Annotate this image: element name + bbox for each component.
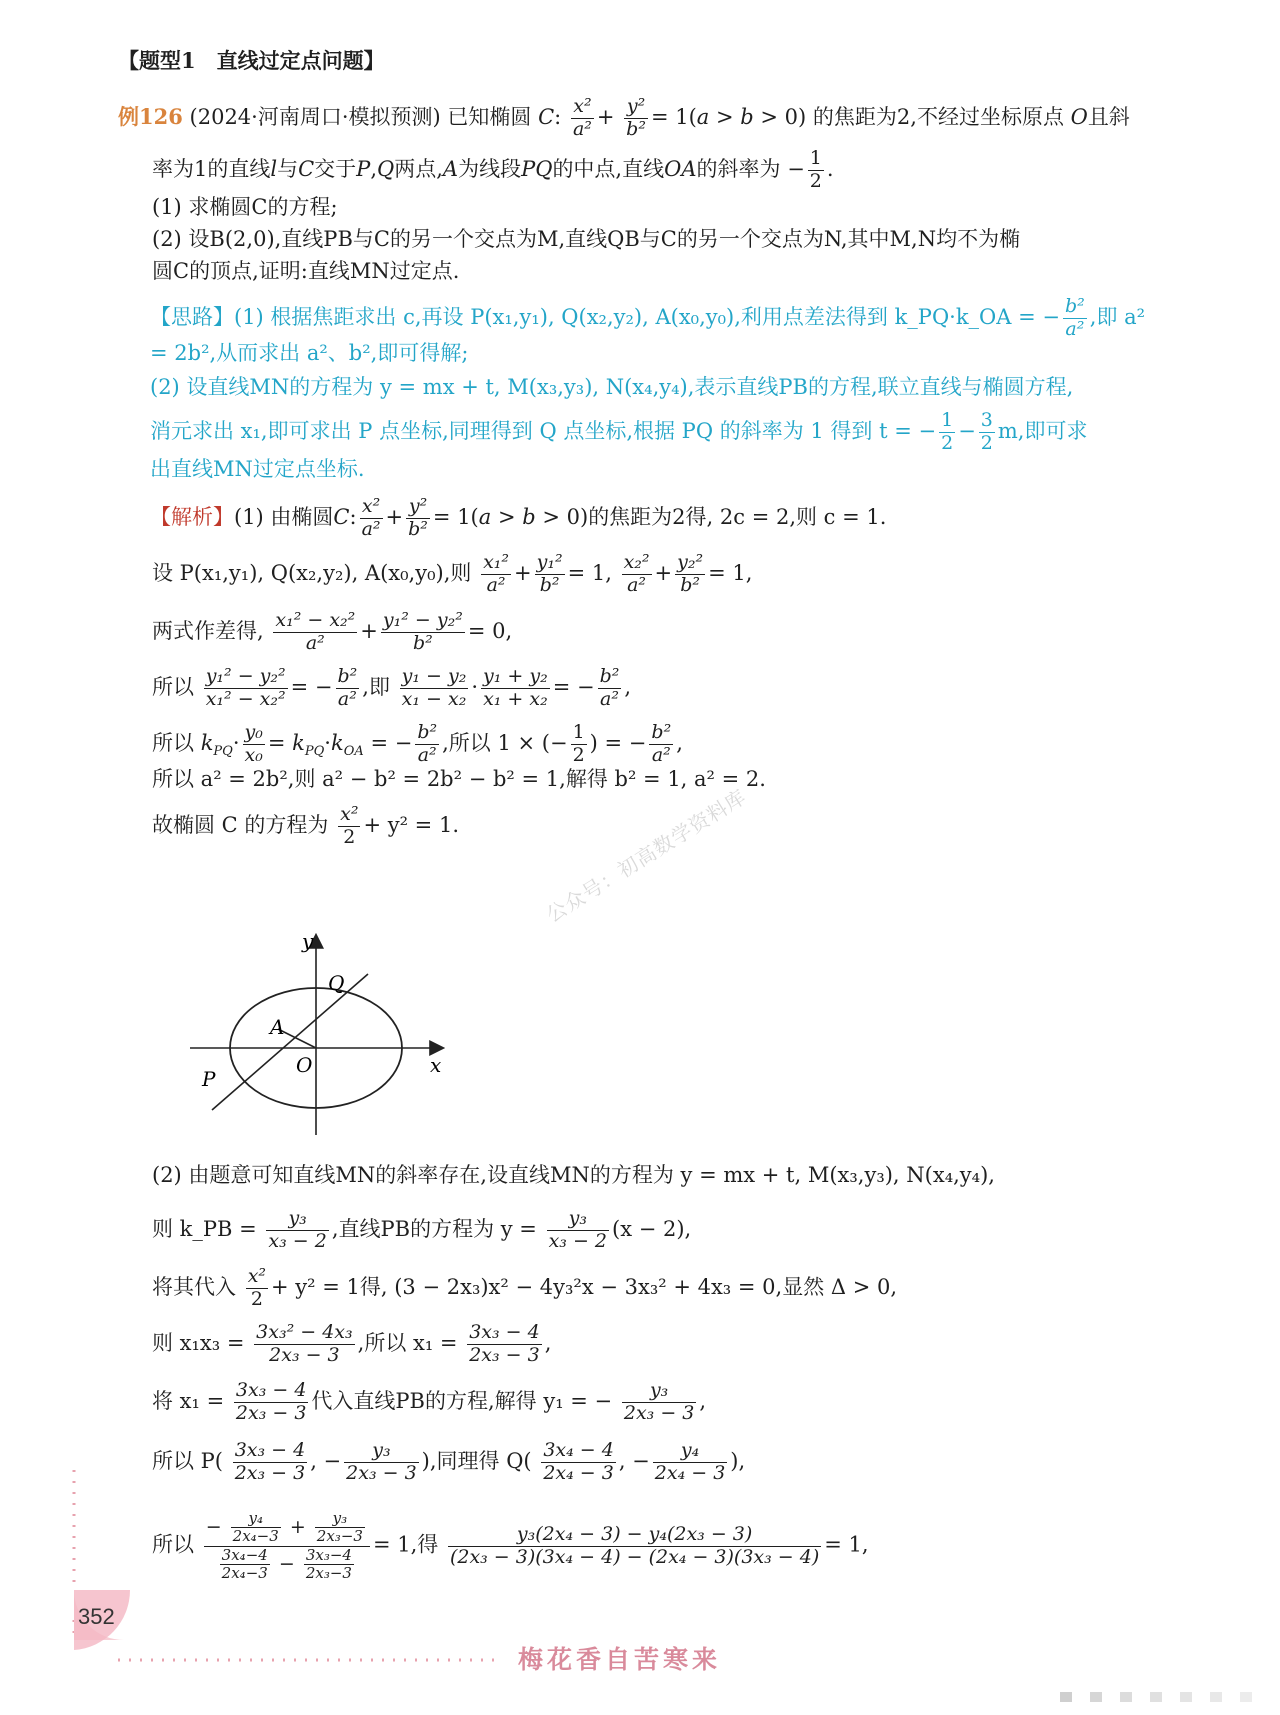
label-q: Q <box>328 971 345 995</box>
solution-tag: 【解析】 <box>150 504 234 529</box>
part2-line-6: 所以 P( $\frac{\text{3x₃ − 4}}{\text{2x₃ − 3}}$ , − $\frac{\text{y₃}}{\text{2x₃ − 3}}$ ),同理得 Q( $\frac{\text{3x₄ − 4}}{\text{2x₄ − 3}}$ , − $\frac{\text{y₄}}{\text{2x₄ − 3}}$ ), <box>152 1439 746 1484</box>
label-a: A <box>270 1015 285 1039</box>
solution-line-1: 【解析】(1) 由椭圆C: $\frac{\text{x²}}{\text{a²}}$ + $\frac{\text{y²}}{\text{b²}}$ = 1(a > b > 0)的焦距为2得, 2c = 2,则 c = 1. <box>150 495 887 540</box>
part2-line-2: 则 k_PB = $\frac{\text{y₃}}{\text{x₃ − 2}}$ ,直线PB的方程为 y = $\frac{\text{y₃}}{\text{x₃ − 2}}$ (x − 2), <box>152 1207 692 1252</box>
problem-text: 的斜率为 <box>696 156 781 181</box>
solution-text: 故椭圆 C 的方程为 <box>152 812 329 837</box>
thinking-text: ,即 a² <box>1089 304 1146 329</box>
thinking-line-5: 出直线MN过定点坐标. <box>150 457 365 481</box>
thinking-text: 消元求出 x₁,即可求出 P 点坐标,同理得到 Q 点坐标,根据 PQ 的斜率为 1 得到 t = <box>150 418 912 443</box>
part2-line-1: (2) 由题意可知直线MN的斜率存在,设直线MN的方程为 y = mx + t, M(x₃,y₃), N(x₄,y₄), <box>152 1163 995 1187</box>
thinking-text: (1) 根据焦距求出 c,再设 P(x₁,y₁), Q(x₂,y₂), A(x₀,y₀),利用点差法得到 k_PQ·k_OA = <box>234 304 1036 329</box>
solution-text: 所以 <box>152 730 194 755</box>
solution-text: 的焦距为2得, 2c = 2,则 c = 1. <box>588 504 887 529</box>
problem-text: 已知椭圆 <box>447 104 532 129</box>
question-2-b: 圆C的顶点,证明:直线MN过定点. <box>152 259 460 283</box>
solution-line-5: 所以 $k_{PQ}\cdot$ $\frac{\text{y₀}}{\text{x₀}}$ = $k_{PQ}\cdot k_{OA}$ = − $\frac{\text{b²}}{\text{a²}}$ ,所以 1 × (− $\frac{1}{2}$ ) = − $\frac{\text{b²}}{\text{a²}}$ , <box>152 721 683 766</box>
solution-text: 代入直线PB的方程,解得 y₁ = − <box>311 1388 613 1413</box>
example-label: 例126 <box>118 103 183 129</box>
thinking-tag: 【思路】 <box>150 304 234 329</box>
solution-text: 所以 <box>152 674 194 699</box>
solution-text: 将 x₁ = <box>152 1388 225 1413</box>
problem-text: 率为1的直线 <box>152 156 271 181</box>
label-p: P <box>202 1067 216 1091</box>
solution-line-2: 设 P(x₁,y₁), Q(x₂,y₂), A(x₀,y₀),则 $\frac{\text{x₁²}}{\text{a²}}$ + $\frac{\text{y₁²}}{\text{b²}}$ = 1, $\frac{\text{x₂²}}{\text{a²}}$ + $\frac{\text{y₂²}}{\text{b²}}$ = 1, <box>152 551 753 596</box>
solution-text: ),同理得 Q( <box>421 1448 532 1473</box>
problem-text: 交于 <box>314 156 357 181</box>
solution-text: + y² = 1得, (3 − 2x₃)x² − 4y₃²x − 3x₃² + 4x₃ = 0,显然 Δ > 0, <box>271 1274 898 1299</box>
solution-text: 设 P(x₁,y₁), Q(x₂,y₂), A(x₀,y₀),则 <box>152 560 472 585</box>
solution-text: 所以 P( <box>152 1448 223 1473</box>
solution-text: 两式作差得, <box>152 618 264 643</box>
label-x: x <box>430 1053 442 1077</box>
problem-text: 的中点,直线 <box>552 156 665 181</box>
solution-line-7: 故椭圆 C 的方程为 $\frac{\text{x²}}{2}$ + y² = 1. <box>152 803 459 848</box>
solution-line-6: 所以 a² = 2b²,则 a² − b² = 2b² − b² = 1,解得 b² = 1, a² = 2. <box>152 767 766 791</box>
solution-text: + y² = 1. <box>363 812 459 837</box>
solution-text: 则 k_PB = <box>152 1216 257 1241</box>
solution-text: 则 x₁x₃ = <box>152 1330 245 1355</box>
example-source: (2024·河南周口·模拟预测) <box>189 104 441 129</box>
problem-text: 为线段 <box>458 156 522 181</box>
problem-line-2: 率为1的直线l与C交于P,Q两点,A为线段PQ的中点,直线OA的斜率为 − $\frac{1}{2}$ . <box>152 147 834 192</box>
footer-motto: 梅花香自苦寒来 <box>518 1645 722 1674</box>
watermark: 公众号：初高数学资料库 <box>541 784 751 928</box>
part2-line-3: 将其代入 $\frac{\text{x²}}{2}$ + y² = 1得, (3 − 2x₃)x² − 4y₃²x − 3x₃² + 4x₃ = 0,显然 Δ > 0, <box>152 1265 898 1310</box>
solution-text: = 1, <box>824 1532 869 1557</box>
solution-text: = 1,得 <box>372 1532 439 1557</box>
solution-text: ,所以 x₁ = <box>357 1330 458 1355</box>
page-number: 352 <box>78 1604 115 1629</box>
solution-line-4: 所以 $\frac{\text{y₁² − y₂²}}{\text{x₁² − x₂²}}$ = − $\frac{\text{b²}}{\text{a²}}$ ,即 $\frac{\text{y₁ − y₂}}{\text{x₁ − x₂}}$ · $\frac{\text{y₁ + y₂}}{\text{x₁ + x₂}}$ = − $\frac{\text{b²}}{\text{a²}}$ , <box>152 665 632 710</box>
problem-text: 且斜 <box>1087 104 1130 129</box>
label-y: y <box>302 930 314 953</box>
line-pq <box>212 974 368 1110</box>
section-title: 【题型1 直线过定点问题】 <box>118 48 385 73</box>
problem-text: 与 <box>277 156 299 181</box>
thinking-text: m,即可求 <box>997 418 1088 443</box>
solution-text: 将其代入 <box>152 1274 236 1299</box>
solution-line-3: 两式作差得, $\frac{\text{x₁² − x₂²}}{\text{a²}}$ + $\frac{\text{y₁² − y₂²}}{\text{b²}}$ = 0, <box>152 609 513 654</box>
solution-text: (x − 2), <box>612 1216 692 1241</box>
part2-line-7: 所以 − $\frac{\text{y₄}}{\text{2x₄−3}}$ + $\frac{\text{y₃}}{\text{2x₃−3}}$ $\frac{\text{3x₄−4}}{\text{2x₄−3}}$ − $\frac{\text{3x₃−4}}{\text{2x₃−3}}$ = 1,得 $\frac{\text{y₃(2x₄ − 3) − y₄(2x₃ − 3)}}{\text{(2x₃ − 3)(3x₄ − 4) − (2x₄ − 3)(3x₃ − 4)}}$ = 1, <box>152 1509 869 1582</box>
solution-text: 所以 <box>152 1532 194 1557</box>
question-2-a: (2) 设B(2,0),直线PB与C的另一个交点为M,直线QB与C的另一个交点为N,其中M,N均不为椭 <box>152 227 1021 251</box>
part2-line-4: 则 x₁x₃ = $\frac{\text{3x₃² − 4x₃}}{\text{2x₃ − 3}}$ ,所以 x₁ = $\frac{\text{3x₃ − 4}}{\text{2x₃ − 3}}$ , <box>152 1321 552 1366</box>
solution-text: ,所以 <box>442 730 491 755</box>
problem-text: 两点, <box>394 156 443 181</box>
thinking-line-3: (2) 设直线MN的方程为 y = mx + t, M(x₃,y₃), N(x₄,y₄),表示直线PB的方程,联立直线与椭圆方程, <box>150 375 1074 399</box>
solution-text: (1) 由椭圆 <box>234 504 334 529</box>
label-o: O <box>296 1053 313 1077</box>
bottom-toolbar-marks <box>1060 1690 1260 1704</box>
problem-line-1: 例126 (2024·河南周口·模拟预测) 已知椭圆 C: $\frac{\text{x²}}{\text{a²}}$ + $\frac{\text{y²}}{\text{b²}}$ = 1(a > b > 0) 的焦距为2,不经过坐标原点 O且斜 <box>118 95 1130 140</box>
part2-line-5: 将 x₁ = $\frac{\text{3x₃ − 4}}{\text{2x₃ − 3}}$ 代入直线PB的方程,解得 y₁ = − $\frac{\text{y₃}}{\text{2x₃ − 3}}$ , <box>152 1379 707 1424</box>
question-1: (1) 求椭圆C的方程; <box>152 195 338 219</box>
problem-text: 的焦距为2,不经过坐标原点 <box>812 104 1064 129</box>
ellipse-diagram <box>180 930 460 1145</box>
thinking-line-1: 【思路】(1) 根据焦距求出 c,再设 P(x₁,y₁), Q(x₂,y₂), A(x₀,y₀),利用点差法得到 k_PQ·k_OA = − $\frac{\text{b²}}{\text{a²}}$ ,即 a² <box>150 295 1146 340</box>
solution-text: ,直线PB的方程为 y = <box>331 1216 537 1241</box>
thinking-line-4: 消元求出 x₁,即可求出 P 点坐标,同理得到 Q 点坐标,根据 PQ 的斜率为 1 得到 t = − $\frac{1}{2}$ − $\frac{3}{2}$ m,即可求 <box>150 409 1088 454</box>
solution-text: ,即 <box>362 674 390 699</box>
thinking-line-2: = 2b²,从而求出 a²、b²,即可得解; <box>150 341 469 365</box>
